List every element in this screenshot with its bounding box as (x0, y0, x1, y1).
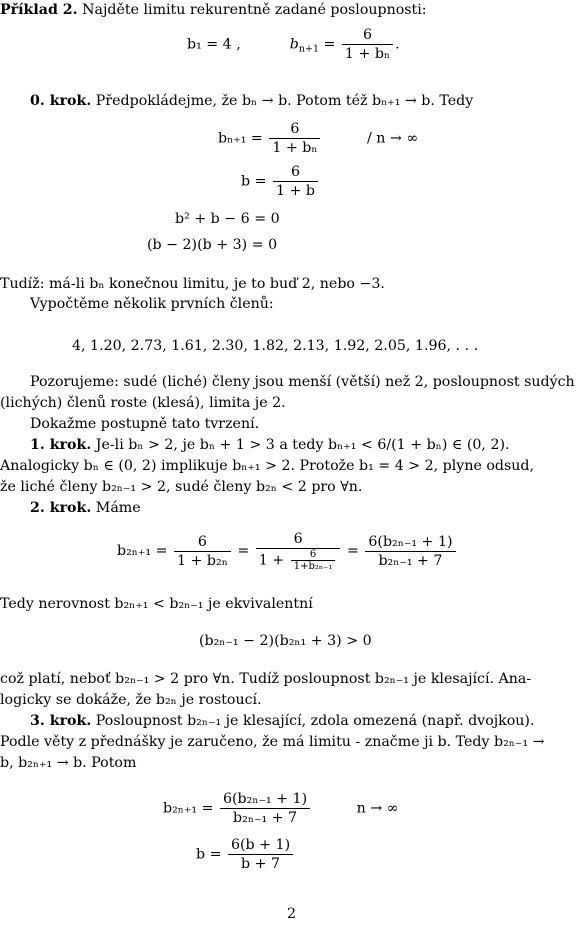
step0-eq4 (147, 235, 277, 256)
fraction-denominator (256, 549, 341, 572)
eq-lhs: b₂ₙ₊₁ = (163, 800, 214, 817)
fraction-numerator: 6(b₂ₙ₋₁ + 1) (365, 533, 455, 552)
fraction-numerator: 6 (269, 120, 320, 139)
inequality (199, 631, 372, 652)
nerovnost-line (0, 594, 313, 615)
step1-text3: že liché členy b₂ₙ₋₁ > 2, sudé členy b₂ₙ < 2 pro ∀n. (0, 479, 363, 495)
step0-text: Předpokládejme, že bₙ → b. Potom též bₙ₊₁ → b. Tedy (91, 93, 474, 109)
step1-text2: Analogicky bₙ ∈ (0, 2) implikuje bₙ₊₁ > 2. Protože b₁ = 4 > 2, plyne odsud, (0, 458, 534, 474)
step2-label: 2. krok. (30, 500, 92, 516)
step0-eq2 (241, 163, 320, 200)
recurrence-fraction (342, 26, 393, 63)
tudiz-text: Tudíž: má-li bₙ konečnou limitu, je to buď 2, nebo −3. (0, 276, 385, 292)
pozor2-text: (lichých) členů roste (klesá), limita je 2. (0, 395, 286, 411)
cozplati-line1 (0, 669, 531, 690)
fraction-numerator: 6 (342, 26, 393, 45)
recurrence-lhs: b (289, 36, 299, 53)
step2-line (30, 498, 141, 519)
eq-lhs: b² + b − 6 = 0 (175, 211, 280, 227)
step1-label: 1. krok. (30, 437, 92, 453)
nested-numerator: 6 (291, 549, 336, 561)
step1-line1 (30, 435, 510, 456)
pozor-line2 (0, 393, 286, 414)
example-label: Příklad 2. (0, 2, 78, 18)
fraction-denominator: b₂ₙ₋₁ + 7 (378, 552, 443, 569)
eq-fraction (269, 120, 320, 157)
terms-list (72, 336, 478, 357)
eq-note: / n → ∞ (366, 130, 419, 147)
recurrence-sub: n+1 (298, 43, 319, 55)
step3-text1: Posloupnost b₂ₙ₋₁ je klesající, zdola omezená (např. dvojkou). (91, 713, 535, 729)
period: . (395, 36, 400, 53)
step3-line3 (0, 753, 136, 774)
tudiz-line (0, 274, 385, 295)
equals-sign: = (323, 36, 336, 53)
step1-line2 (0, 456, 534, 477)
eq-fraction-3 (365, 533, 455, 570)
step3-text3: b, b₂ₙ₊₁ → b. Potom (0, 755, 137, 771)
cozplati2-text: logicky se dokáže, že b₂ₙ je rostoucí. (0, 692, 262, 708)
pozor-line1 (30, 372, 575, 393)
step3-line1 (30, 711, 534, 732)
page-number (287, 904, 296, 925)
nested-denominator: 1+b₂ₙ₋₁ (293, 561, 333, 572)
terms-text: 4, 1.20, 2.73, 1.61, 2.30, 1.82, 2.13, 1.92, 2.05, 1.96, . . . (72, 338, 479, 354)
fraction-denominator: b₂ₙ₋₁ + 7 (233, 810, 298, 826)
initial-term: b₁ = 4 , (187, 36, 241, 53)
fraction-denominator: 1 + bₙ (344, 46, 391, 62)
definition-equation (187, 26, 400, 63)
step0-eq1 (218, 120, 418, 157)
fraction-denominator: 1 + b₂ₙ (177, 552, 228, 569)
step0-eq3 (175, 209, 280, 230)
eq-lhs: b = (196, 846, 222, 863)
page-number-text: 2 (287, 906, 297, 922)
nested-fraction (291, 549, 336, 572)
vypocteme-text: Vypočtěme několik prvních členů: (30, 296, 274, 312)
step3-text2: Podle věty z přednášky je zaručeno, že má limitu - značme ji b. Tedy b₂ₙ₋₁ → (0, 734, 545, 750)
fraction-denominator: b + 7 (241, 856, 281, 872)
cozplati-line2 (0, 690, 262, 711)
step0-label: 0. krok. (30, 93, 92, 109)
fraction-denominator: 1 + b (276, 183, 316, 199)
step2-equation (117, 530, 458, 572)
nerovnost-text: Tedy nerovnost b₂ₙ₊₁ < b₂ₙ₋₁ je ekvivalentní (0, 596, 313, 612)
denominator-prefix: 1 + (258, 552, 289, 569)
eq-fraction (228, 836, 293, 873)
step3-eq1 (163, 790, 399, 827)
inequality-text: (b₂ₙ₋₁ − 2)(b₂ₙ₁ + 3) > 0 (199, 633, 372, 649)
eq-lhs: b = (241, 173, 267, 190)
eq-fraction-2 (256, 530, 341, 572)
equals-sign: = (237, 543, 250, 559)
cozplati1-text: což platí, neboť b₂ₙ₋₁ > 2 pro ∀n. Tudíž posloupnost b₂ₙ₋₁ je klesající. Ana- (0, 671, 532, 687)
dokazme-line (30, 414, 259, 435)
step0-paragraph (30, 91, 473, 112)
fraction-numerator: 6(b₂ₙ₋₁ + 1) (220, 790, 310, 809)
eq-fraction (273, 163, 318, 200)
eq-lhs: (b − 2)(b + 3) = 0 (147, 237, 278, 253)
step3-label: 3. krok. (30, 713, 92, 729)
fraction-numerator: 6 (273, 163, 318, 182)
eq-lhs: b₂ₙ₊₁ = (117, 543, 168, 559)
eq-fraction-1 (174, 533, 231, 570)
step1-line3 (0, 477, 362, 498)
example-text: Najděte limitu rekurentně zadané posloupnosti: (77, 2, 427, 18)
vypocteme-line (30, 294, 274, 315)
step3-eq2 (196, 836, 295, 873)
equals-sign: = (346, 543, 359, 559)
example-heading (0, 0, 427, 21)
dokazme-text: Dokažme postupně tato tvrzení. (30, 416, 260, 432)
pozor1-text: Pozorujeme: sudé (liché) členy jsou menší (větší) než 2, posloupnost sudých (30, 374, 575, 390)
eq-note: n → ∞ (356, 800, 399, 817)
fraction-numerator: 6(b + 1) (228, 836, 293, 855)
fraction-numerator: 6 (256, 530, 341, 549)
eq-lhs: bₙ₊₁ = (218, 130, 263, 147)
step2-text: Máme (91, 500, 141, 516)
eq-fraction (220, 790, 310, 827)
fraction-denominator: 1 + bₙ (272, 140, 318, 156)
step3-line2 (0, 732, 545, 753)
fraction-numerator: 6 (174, 533, 231, 552)
step1-text1: Je-li bₙ > 2, je bₙ + 1 > 3 a tedy bₙ₊₁ < 6/(1 + bₙ) ∈ (0, 2). (91, 437, 510, 453)
